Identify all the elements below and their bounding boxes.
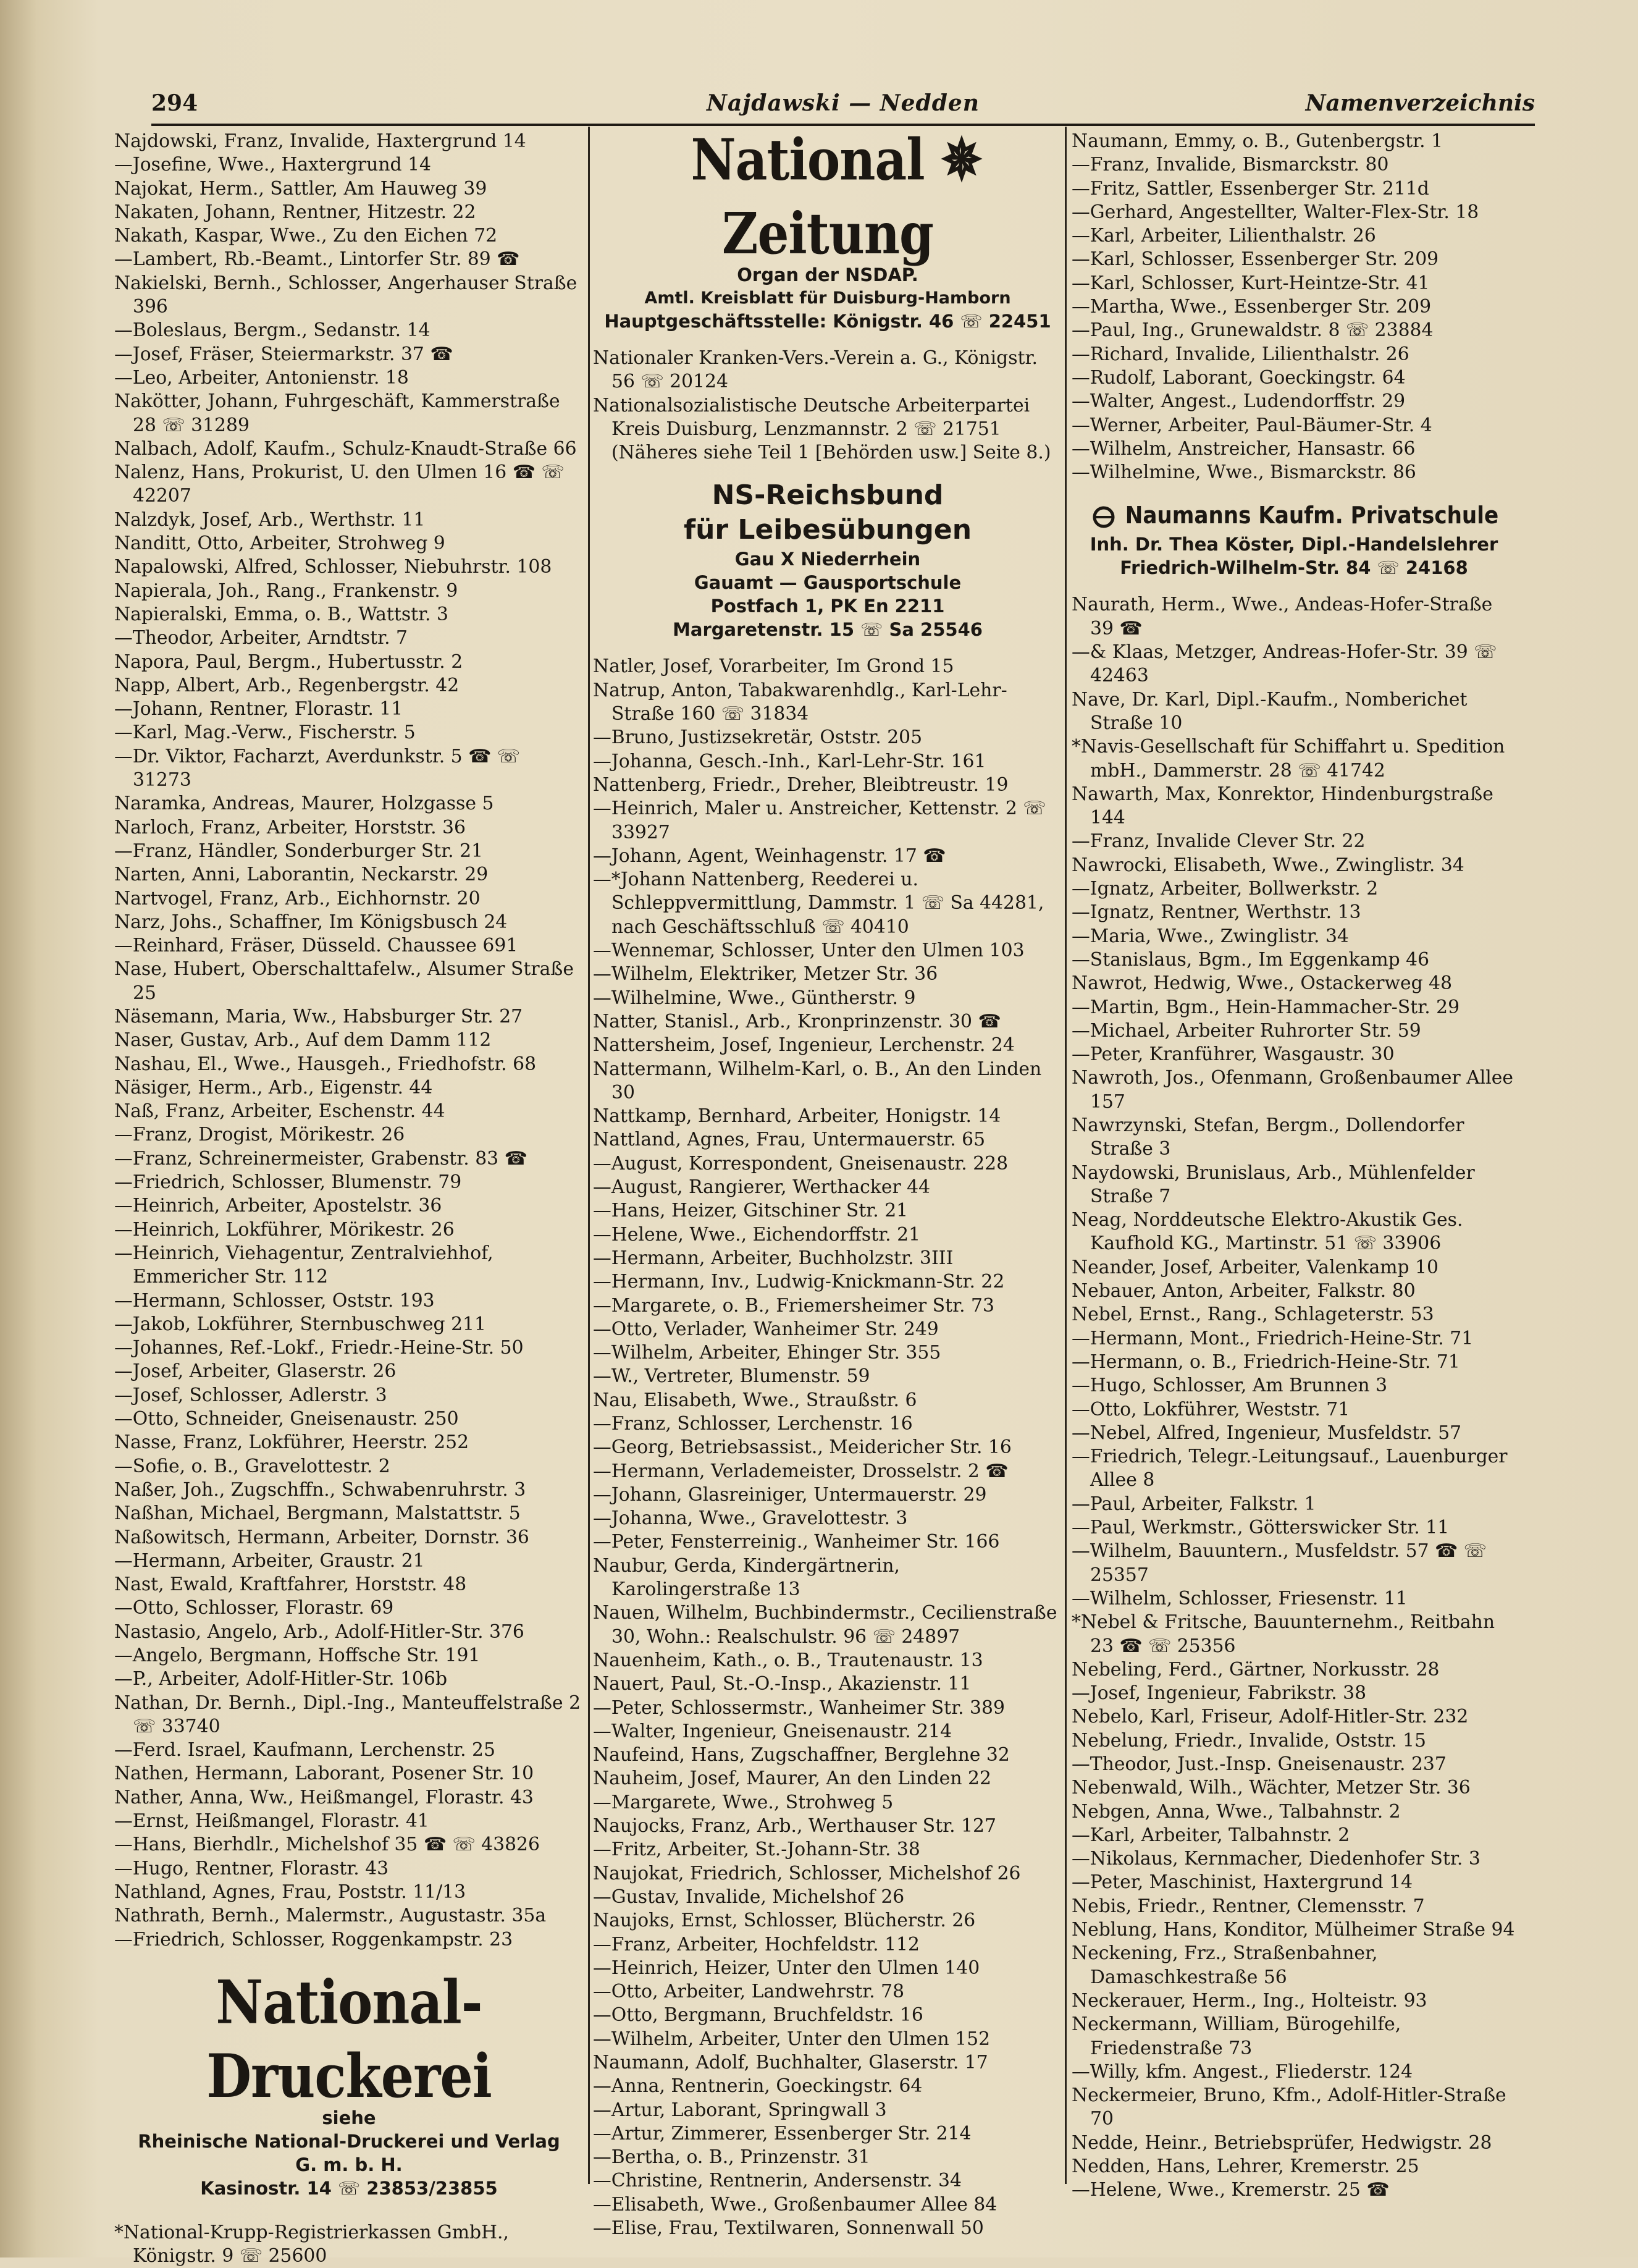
- entry-list: [114, 130, 584, 1952]
- directory-entry: —Johanna, Gesch.-Inh., Karl-Lehr-Str. 161: [593, 750, 986, 772]
- directory-entry: —Artur, Zimmerer, Essenberger Str. 214: [593, 2122, 972, 2144]
- directory-entry: —Johann, Rentner, Florastr. 11: [114, 698, 403, 720]
- column-divider: [588, 127, 590, 2184]
- directory-entry: Nakath, Kaspar, Wwe., Zu den Eichen 72: [114, 225, 498, 247]
- directory-entry: Napierala, Joh., Rang., Frankenstr. 9: [114, 580, 458, 602]
- directory-entry: Napalowski, Alfred, Schlosser, Niebuhrstr. 108: [114, 556, 552, 578]
- directory-entry: Nauen, Wilhelm, Buchbindermstr., Cecilienstraße 30, Wohn.: Realschulstr. 96 ☏ 24897: [593, 1602, 1057, 1648]
- directory-entry: —Paul, Ing., Grunewaldstr. 8 ☏ 23884: [1072, 319, 1434, 342]
- directory-entry: —Franz, Invalide, Bismarckstr. 80: [1072, 154, 1389, 176]
- directory-entry: Natrup, Anton, Tabakwarenhdlg., Karl-Lehr-Straße 160 ☏ 31834: [593, 679, 1007, 725]
- directory-entry: —Otto, Schlosser, Florastr. 69: [114, 1597, 394, 1619]
- directory-entry: Napp, Albert, Arb., Regenbergstr. 42: [114, 674, 460, 696]
- directory-entry: —Boleslaus, Bergm., Sedanstr. 14: [114, 319, 430, 342]
- reichsbund-ad-line: Gau X Niederrhein: [734, 549, 921, 570]
- directory-entry: —Anna, Rentnerin, Goeckingstr. 64: [593, 2075, 923, 2097]
- directory-entry: —Wilhelm, Arbeiter, Ehinger Str. 355: [593, 1342, 941, 1364]
- directory-entry: Nebis, Friedr., Rentner, Clemensstr. 7: [1072, 1895, 1425, 1917]
- directory-entry: —Karl, Mag.-Verw., Fischerstr. 5: [114, 722, 416, 744]
- directory-entry: Nalbach, Adolf, Kaufm., Schulz-Knaudt-Straße 66: [114, 437, 577, 460]
- directory-entry: —Otto, Lokführer, Weststr. 71: [1072, 1398, 1350, 1420]
- directory-entry: —Hermann, Arbeiter, Graustr. 21: [114, 1549, 425, 1572]
- directory-entry: —Heinrich, Maler u. Anstreicher, Kettenstr. 2 ☏ 33927: [593, 798, 1046, 843]
- directory-entry: —Johann, Agent, Weinhagenstr. 17 ☎: [593, 845, 946, 867]
- directory-entry: —Josef, Ingenieur, Fabrikstr. 38: [1072, 1682, 1367, 1705]
- directory-entry: Nastasio, Angelo, Arb., Adolf-Hitler-Str. 376: [114, 1621, 524, 1643]
- school-ad: [1072, 498, 1516, 580]
- entry-list: [1072, 593, 1516, 2202]
- directory-entry: —Margarete, o. B., Friemersheimer Str. 73: [593, 1294, 994, 1317]
- reichsbund-ad-title: für Leibesübungen: [683, 514, 972, 546]
- zeitung-ad-title: [593, 122, 1062, 270]
- zeitung-ad-line: Organ der NSDAP.: [737, 264, 918, 285]
- directory-entry: —Wilhelm, Bauuntern., Musfeldstr. 57 ☎ ☏ 25357: [1072, 1540, 1487, 1586]
- directory-entry: Naß, Franz, Arbeiter, Eschenstr. 44: [114, 1100, 445, 1123]
- zeitung-ad-line: Amtl. Kreisblatt für Duisburg-Hamborn: [644, 289, 1011, 308]
- directory-entry: Nebgen, Anna, Wwe., Talbahnstr. 2: [1072, 1800, 1401, 1823]
- directory-entry: Nartvogel, Franz, Arb., Eichhornstr. 20: [114, 887, 481, 909]
- directory-entry: Narten, Anni, Laborantin, Neckarstr. 29: [114, 864, 489, 886]
- directory-entry: Naßer, Joh., Zugschffn., Schwabenruhrstr. 3: [114, 1478, 526, 1501]
- directory-entry: Neckermann, William, Bürogehilfe, Friedenstraße 73: [1072, 2013, 1401, 2059]
- directory-entry: —Franz, Schreinermeister, Grabenstr. 83 ☎: [114, 1147, 527, 1170]
- directory-entry: Neckening, Frz., Straßenbahner, Damaschkestraße 56: [1072, 1942, 1378, 1988]
- directory-entry: —Rudolf, Laborant, Goeckingstr. 64: [1072, 366, 1406, 389]
- directory-entry: Nathen, Hermann, Laborant, Posener Str. 10: [114, 1763, 534, 1785]
- directory-entry: Nather, Anna, Ww., Heißmangel, Florastr. 43: [114, 1786, 534, 1808]
- directory-entry: —Hermann, Mont., Friedrich-Heine-Str. 71: [1072, 1327, 1474, 1349]
- directory-entry: —Elise, Frau, Textilwaren, Sonnenwall 50: [593, 2217, 984, 2240]
- directory-entry: Nebel, Ernst., Rang., Schlageterstr. 53: [1072, 1304, 1434, 1326]
- directory-entry: —Ernst, Heißmangel, Florastr. 41: [114, 1810, 429, 1832]
- entry-list: [593, 347, 1062, 465]
- directory-entry: —Paul, Werkmstr., Götterswicker Str. 11: [1072, 1517, 1450, 1539]
- directory-entry: —Nebel, Alfred, Ingenieur, Musfeldstr. 57: [1072, 1422, 1462, 1444]
- directory-entry: Napora, Paul, Bergm., Hubertusstr. 2: [114, 651, 463, 673]
- directory-entry: —Martin, Bgm., Hein-Hammacher-Str. 29: [1072, 996, 1460, 1018]
- directory-entry: —P., Arbeiter, Adolf-Hitler-Str. 106b: [114, 1668, 448, 1690]
- directory-entry: —Franz, Invalide Clever Str. 22: [1072, 830, 1366, 853]
- directory-entry: Nattenberg, Friedr., Dreher, Bleibtreustr. 19: [593, 774, 1009, 796]
- directory-entry: Naydowski, Brunislaus, Arb., Mühlenfelder Straße 7: [1072, 1161, 1475, 1207]
- directory-entry: —Johanna, Wwe., Gravelottestr. 3: [593, 1507, 908, 1530]
- directory-entry: Nedde, Heinr., Betriebsprüfer, Hedwigstr. 28: [1072, 2131, 1492, 2154]
- directory-entry: —Josef, Fräser, Steiermarkstr. 37 ☎: [114, 343, 453, 365]
- directory-entry: —Bertha, o. B., Prinzenstr. 31: [593, 2146, 870, 2169]
- directory-entry: —Karl, Arbeiter, Talbahnstr. 2: [1072, 1824, 1350, 1846]
- directory-entry: Neblung, Hans, Konditor, Mülheimer Straße 94: [1072, 1919, 1515, 1941]
- column-2: [593, 126, 1062, 2240]
- directory-entry: Nalzdyk, Josef, Arb., Werthstr. 11: [114, 508, 426, 531]
- directory-entry: —Lambert, Rb.-Beamt., Lintorfer Str. 89 ☎: [114, 248, 520, 271]
- directory-entry: Natter, Stanisl., Arb., Kronprinzenstr. 30 ☎: [593, 1010, 1001, 1032]
- directory-entry: —Walter, Ingenieur, Gneisenaustr. 214: [593, 1720, 952, 1742]
- directory-entry: —Theodor, Arbeiter, Arndtstr. 7: [114, 627, 408, 649]
- zeitung-title-left: National: [691, 126, 925, 193]
- directory-entry: Naumann, Adolf, Buchhalter, Glaserstr. 17: [593, 2052, 988, 2073]
- directory-entry: Najokat, Herm., Sattler, Am Hauweg 39: [114, 177, 487, 200]
- directory-entry: Natler, Josef, Vorarbeiter, Im Grond 15: [593, 656, 954, 678]
- directory-entry: —Christine, Rentnerin, Andersenstr. 34: [593, 2170, 962, 2192]
- directory-entry: *National-Krupp-Registrierkassen GmbH., Königstr. 9 ☏ 25600: [114, 2221, 509, 2267]
- directory-entry: —Theodor, Just.-Insp. Gneisenaustr. 237: [1072, 1753, 1447, 1775]
- druckerei-ad-line: Rheinische National-Druckerei und Verlag: [138, 2130, 560, 2152]
- directory-entry: —Heinrich, Lokführer, Mörikestr. 26: [114, 1218, 455, 1241]
- directory-entry: Nathland, Agnes, Frau, Poststr. 11/13: [114, 1881, 466, 1903]
- directory-entry: Nebenwald, Wilh., Wächter, Metzer Str. 36: [1072, 1777, 1471, 1799]
- directory-entry: —*Johann Nattenberg, Reederei u. Schleppvermittlung, Dammstr. 1 ☏ Sa 44281, nach Geschäftsschluß ☏ 40410: [593, 869, 1044, 938]
- directory-entry: —Hermann, o. B., Friedrich-Heine-Str. 71: [1072, 1351, 1460, 1373]
- directory-entry: —Bruno, Justizsekretär, Oststr. 205: [593, 727, 923, 749]
- directory-entry: —Fritz, Sattler, Essenberger Str. 211d: [1072, 177, 1429, 200]
- directory-entry: Nakötter, Johann, Fuhrgeschäft, Kammerstraße 28 ☏ 31289: [114, 390, 560, 436]
- directory-entry: —Sofie, o. B., Gravelottestr. 2: [114, 1455, 390, 1477]
- directory-entry: —Johannes, Ref.-Lokf., Friedr.-Heine-Str. 50: [114, 1337, 524, 1359]
- directory-entry: —Wilhelm, Schlosser, Friesenstr. 11: [1072, 1587, 1408, 1609]
- section-title: Namenverzeichnis: [1305, 90, 1535, 116]
- directory-entry: —Elisabeth, Wwe., Großenbaumer Allee 84: [593, 2193, 998, 2215]
- directory-entry: —Paul, Arbeiter, Falkstr. 1: [1072, 1493, 1316, 1515]
- druckerei-ad: [114, 1967, 584, 2200]
- directory-entry: —Friedrich, Schlosser, Roggenkampstr. 23: [114, 1928, 513, 1950]
- reichsbund-ad-line: Gauamt — Gausportschule: [694, 572, 962, 594]
- directory-entry: Naufeind, Hans, Zugschaffner, Berglehne 32: [593, 1744, 1010, 1766]
- directory-entry: Nau, Elisabeth, Wwe., Straußstr. 6: [593, 1389, 917, 1411]
- directory-entry: —Margarete, Wwe., Strohweg 5: [593, 1791, 894, 1813]
- directory-entry: —W., Vertreter, Blumenstr. 59: [593, 1365, 870, 1388]
- directory-entry: Naumann, Emmy, o. B., Gutenbergstr. 1: [1072, 130, 1443, 152]
- directory-entry: Nebelo, Karl, Friseur, Adolf-Hitler-Str. 232: [1072, 1706, 1469, 1728]
- page-header: [151, 85, 1535, 126]
- druckerei-ad-line: G. m. b. H.: [295, 2154, 403, 2175]
- zeitung-ad: [593, 126, 1062, 333]
- druckerei-ad-line: siehe: [322, 2107, 376, 2128]
- directory-entry: —Gerhard, Angestellter, Walter-Flex-Str. 18: [1072, 201, 1479, 223]
- directory-entry: —Hermann, Schlosser, Oststr. 193: [114, 1289, 435, 1312]
- directory-entry: Nawarth, Max, Konrektor, Hindenburgstraße 144: [1072, 783, 1493, 829]
- directory-entry: Nationalsozialistische Deutsche Arbeiterpartei Kreis Duisburg, Lenzmannstr. 2 ☏ 21751 (Näheres siehe Teil 1 [Behörden usw.] Seite 8.): [593, 394, 1051, 464]
- directory-entry: —Gustav, Invalide, Michelshof 26: [593, 1886, 905, 1908]
- entry-list: [114, 2221, 584, 2268]
- column-3: [1072, 130, 1516, 2230]
- directory-entry: —Ignatz, Arbeiter, Bollwerkstr. 2: [1072, 878, 1379, 900]
- directory-entry: Najdowski, Franz, Invalide, Haxtergrund 14: [114, 130, 526, 152]
- directory-entry: —Franz, Händler, Sonderburger Str. 21: [114, 840, 484, 862]
- directory-entry: Naßhan, Michael, Bergmann, Malstattstr. 5: [114, 1503, 521, 1525]
- directory-entry: —Nikolaus, Kernmacher, Diedenhofer Str. 3: [1072, 1848, 1480, 1870]
- directory-entry: —Franz, Arbeiter, Hochfeldstr. 112: [593, 1933, 920, 1955]
- directory-entry: —Peter, Maschinist, Haxtergrund 14: [1072, 1871, 1413, 1894]
- reichsbund-ad: [593, 478, 1062, 641]
- directory-entry: —Artur, Laborant, Springwall 3: [593, 2099, 887, 2121]
- directory-entry: —Hugo, Rentner, Florastr. 43: [114, 1857, 389, 1879]
- zeitung-title-right: Zeitung: [722, 200, 933, 267]
- directory-entry: Nast, Ewald, Kraftfahrer, Horststr. 48: [114, 1574, 467, 1596]
- directory-entry: Nebelung, Friedr., Invalide, Oststr. 15: [1072, 1729, 1426, 1752]
- directory-entry: *Navis-Gesellschaft für Schiffahrt u. Spedition mbH., Dammerstr. 28 ☏ 41742: [1072, 736, 1505, 782]
- directory-entry: Naser, Gustav, Arb., Auf dem Damm 112: [114, 1029, 492, 1052]
- directory-entry: —Hugo, Schlosser, Am Brunnen 3: [1072, 1375, 1388, 1397]
- directory-entry: —Werner, Arbeiter, Paul-Bäumer-Str. 4: [1072, 414, 1432, 436]
- directory-entry: Nawrzynski, Stefan, Bergm., Dollendorfer Straße 3: [1072, 1114, 1464, 1160]
- druckerei-ad-title: National-Druckerei: [206, 1967, 492, 2112]
- directory-entry: Näsemann, Maria, Ww., Habsburger Str. 27: [114, 1005, 523, 1027]
- directory-entry: —August, Rangierer, Werthacker 44: [593, 1176, 931, 1199]
- directory-entry: Nakielski, Bernh., Schlosser, Angerhauser Straße 396: [114, 272, 578, 318]
- directory-entry: Nattermann, Wilhelm-Karl, o. B., An den Linden 30: [593, 1058, 1042, 1103]
- directory-entry: —August, Korrespondent, Gneisenaustr. 228: [593, 1152, 1009, 1174]
- directory-entry: Nawrocki, Elisabeth, Wwe., Zwinglistr. 34: [1072, 854, 1464, 876]
- directory-entry: —Richard, Invalide, Lilienthalstr. 26: [1072, 343, 1409, 365]
- directory-entry: Nathrath, Bernh., Malermstr., Augustastr. 35a: [114, 1905, 547, 1927]
- directory-entry: —Leo, Arbeiter, Antonienstr. 18: [114, 366, 409, 389]
- directory-entry: Napieralski, Emma, o. B., Wattstr. 3: [114, 603, 448, 625]
- directory-entry: Nashau, El., Wwe., Hausgeh., Friedhofstr. 68: [114, 1053, 537, 1075]
- directory-entry: Neckermeier, Bruno, Kfm., Adolf-Hitler-Straße 70: [1072, 2085, 1506, 2130]
- directory-entry: —Josef, Arbeiter, Glaserstr. 26: [114, 1360, 397, 1383]
- directory-entry: Nalenz, Hans, Prokurist, U. den Ulmen 16 ☎ ☏ 42207: [114, 462, 565, 507]
- directory-entry: —Peter, Fensterreinig., Wanheimer Str. 166: [593, 1531, 1000, 1553]
- school-ad-line: Inh. Dr. Thea Köster, Dipl.-Handelslehrer: [1090, 534, 1498, 555]
- directory-entry: —Otto, Schneider, Gneisenaustr. 250: [114, 1408, 459, 1430]
- directory-entry: —Peter, Schlossermstr., Wanheimer Str. 389: [593, 1697, 1005, 1719]
- directory-entry: —Michael, Arbeiter Ruhrorter Str. 59: [1072, 1019, 1421, 1042]
- directory-entry: —Karl, Arbeiter, Lilienthalstr. 26: [1072, 225, 1376, 247]
- directory-entry: Nasse, Franz, Lokführer, Heerstr. 252: [114, 1431, 469, 1454]
- directory-entry: —Wilhelm, Anstreicher, Hansastr. 66: [1072, 437, 1416, 460]
- directory-entry: Nattland, Agnes, Frau, Untermauerstr. 65: [593, 1129, 986, 1151]
- directory-entry: Nattkamp, Bernhard, Arbeiter, Honigstr. 14: [593, 1105, 1001, 1128]
- directory-entry: —Walter, Angest., Ludendorffstr. 29: [1072, 390, 1406, 413]
- directory-entry: Nawrot, Hedwig, Wwe., Ostackerweg 48: [1072, 972, 1453, 995]
- directory-entry: —Helene, Wwe., Eichendorffstr. 21: [593, 1223, 921, 1246]
- directory-entry: —Otto, Arbeiter, Landwehrstr. 78: [593, 1981, 905, 2003]
- directory-entry: Naujoks, Ernst, Schlosser, Blücherstr. 26: [593, 1910, 976, 1932]
- directory-entry: Nauheim, Josef, Maurer, An den Linden 22: [593, 1768, 991, 1790]
- directory-entry: —Karl, Schlosser, Kurt-Heintze-Str. 41: [1072, 272, 1430, 294]
- directory-entry: —Dr. Viktor, Facharzt, Averdunkstr. 5 ☎ ☏ 31273: [114, 745, 520, 791]
- directory-entry: —Hermann, Arbeiter, Buchholzstr. 3III: [593, 1247, 954, 1269]
- directory-entry: —Fritz, Arbeiter, St.-Johann-Str. 38: [593, 1839, 920, 1861]
- directory-entry: —Friedrich, Telegr.-Leitungsauf., Lauenburger Allee 8: [1072, 1446, 1508, 1491]
- directory-entry: Narz, Johs., Schaffner, Im Königsbusch 24: [114, 911, 508, 933]
- directory-entry: Nebeling, Ferd., Gärtner, Norkusstr. 28: [1072, 1658, 1440, 1680]
- directory-entry: —Friedrich, Schlosser, Blumenstr. 79: [114, 1171, 462, 1194]
- school-ad-title: [1072, 498, 1516, 533]
- directory-entry: —Peter, Kranführer, Wasgaustr. 30: [1072, 1043, 1395, 1066]
- eagle-emblem-icon: ✵: [941, 126, 982, 193]
- reichsbund-ad-title: NS-Reichsbund: [712, 479, 944, 512]
- directory-entry: Narloch, Franz, Arbeiter, Horststr. 36: [114, 816, 466, 838]
- directory-entry: —Heinrich, Arbeiter, Apostelstr. 36: [114, 1195, 442, 1217]
- page-number: 294: [151, 90, 198, 116]
- directory-entry: —Wilhelm, Arbeiter, Unter den Ulmen 152: [593, 2028, 991, 2050]
- directory-entry: —Martha, Wwe., Essenberger Str. 209: [1072, 296, 1432, 318]
- directory-entry: *Nebel & Fritsche, Bauunternehm., Reitbahn 23 ☎ ☏ 25356: [1072, 1611, 1495, 1657]
- reichsbund-ad-line: Margaretenstr. 15 ☏ Sa 25546: [673, 619, 983, 641]
- directory-entry: —Wilhelmine, Wwe., Bismarckstr. 86: [1072, 462, 1416, 484]
- directory-entry: —Heinrich, Viehagentur, Zentralviehhof, Emmericher Str. 112: [114, 1242, 494, 1288]
- column-divider: [1065, 127, 1067, 2184]
- entry-list: [1072, 130, 1516, 484]
- column-1: [114, 130, 584, 2267]
- directory-entry: Nawroth, Jos., Ofenmann, Großenbaumer Allee 157: [1072, 1067, 1514, 1113]
- zeitung-ad-line: Hauptgeschäftsstelle: Königstr. 46 ☏ 22451: [604, 311, 1051, 332]
- school-emblem-icon: [1090, 505, 1118, 529]
- directory-entry: —Hermann, Verlademeister, Drosselstr. 2 ☎: [593, 1460, 1009, 1482]
- directory-entry: Nase, Hubert, Oberschalttafelw., Alsumer Straße 25: [114, 958, 574, 1004]
- directory-entry: Nandi̇tt, Otto, Arbeiter, Strohweg 9: [114, 533, 445, 555]
- directory-entry: —Willy, kfm. Angest., Fliederstr. 124: [1072, 2060, 1413, 2083]
- directory-entry: —Wennemar, Schlosser, Unter den Ulmen 103: [593, 940, 1025, 962]
- directory-entry: —Heinrich, Heizer, Unter den Ulmen 140: [593, 1957, 980, 1979]
- directory-entry: —Otto, Bergmann, Bruchfeldstr. 16: [593, 2004, 923, 2026]
- directory-entry: —Reinhard, Fräser, Düsseld. Chaussee 691: [114, 935, 518, 957]
- directory-entry: —Wilhelm, Elektriker, Metzer Str. 36: [593, 963, 938, 985]
- directory-entry: —Stanislaus, Bgm., Im Eggenkamp 46: [1072, 948, 1430, 971]
- school-ad-line: Friedrich-Wilhelm-Str. 84 ☏ 24168: [1120, 557, 1468, 579]
- directory-entry: Naßowitsch, Hermann, Arbeiter, Dornstr. 36: [114, 1526, 529, 1548]
- directory-entry: —Hans, Bierhdlr., Michelshof 35 ☎ ☏ 43826: [114, 1834, 540, 1856]
- directory-entry: Nakaten, Johann, Rentner, Hitzestr. 22: [114, 201, 476, 223]
- school-ad-title-text: Naumanns Kaufm. Privatschule: [1125, 502, 1499, 529]
- directory-entry: Nebauer, Anton, Arbeiter, Falkstr. 80: [1072, 1280, 1416, 1302]
- directory-entry: Naujokat, Friedrich, Schlosser, Michelshof 26: [593, 1862, 1021, 1884]
- directory-entry: —Maria, Wwe., Zwinglistr. 34: [1072, 925, 1349, 947]
- directory-entry: —Angelo, Bergmann, Hoffsche Str. 191: [114, 1645, 481, 1666]
- running-title: Najdawski — Nedden: [707, 90, 980, 116]
- directory-entry: Nattersheim, Josef, Ingenieur, Lerchenstr. 24: [593, 1034, 1015, 1056]
- directory-entry: Nauert, Paul, St.-O.-Insp., Akazienstr. 11: [593, 1673, 972, 1695]
- directory-entry: Neander, Josef, Arbeiter, Valenkamp 10: [1072, 1256, 1438, 1278]
- entry-list: [593, 655, 1062, 2240]
- directory-entry: Naujocks, Franz, Arb., Werthauser Str. 127: [593, 1815, 996, 1837]
- directory-entry: —Helene, Wwe., Kremerstr. 25 ☎: [1072, 2179, 1390, 2201]
- directory-entry: —Georg, Betriebsassist., Meidericher Str. 16: [593, 1436, 1012, 1459]
- directory-entry: —Josef, Schlosser, Adlerstr. 3: [114, 1384, 387, 1406]
- reichsbund-ad-line: Postfach 1, PK En 2211: [710, 596, 945, 617]
- directory-entry: Nave, Dr. Karl, Dipl.-Kaufm., Nomberichet Straße 10: [1072, 688, 1468, 734]
- druckerei-ad-line: Kasinostr. 14 ☏ 23853/23855: [200, 2177, 498, 2199]
- directory-entry: —Wilhelmine, Wwe., Güntherstr. 9: [593, 987, 916, 1009]
- directory-entry: Nathan, Dr. Bernh., Dipl.-Ing., Manteuffelstraße 2 ☏ 33740: [114, 1692, 581, 1737]
- directory-entry: —Franz, Drogist, Mörikestr. 26: [114, 1124, 405, 1146]
- directory-entry: Neckerauer, Herm., Ing., Holteistr. 93: [1072, 1989, 1427, 2012]
- directory-entry: Naurath, Herm., Wwe., Andeas-Hofer-Straße 39 ☎: [1072, 594, 1493, 639]
- directory-entry: —Hans, Heizer, Gitschiner Str. 21: [593, 1200, 909, 1222]
- directory-entry: Nauenheim, Kath., o. B., Trautenaustr. 13: [593, 1649, 983, 1671]
- directory-entry: Naramka, Andreas, Maurer, Holzgasse 5: [114, 793, 494, 815]
- directory-entry: —Otto, Verlader, Wanheimer Str. 249: [593, 1318, 939, 1340]
- directory-entry: Nedden, Hans, Lehrer, Kremerstr. 25: [1072, 2156, 1419, 2178]
- directory-entry: Neag, Norddeutsche Elektro-Akustik Ges. Kaufhold KG., Martinstr. 51 ☏ 33906: [1072, 1209, 1463, 1255]
- directory-entry: Nationaler Kranken-Vers.-Verein a. G., Königstr. 56 ☏ 20124: [593, 347, 1038, 393]
- directory-entry: —Karl, Schlosser, Essenberger Str. 209: [1072, 248, 1439, 271]
- directory-entry: —Ferd. Israel, Kaufmann, Lerchenstr. 25: [114, 1739, 495, 1761]
- directory-entry: —Johann, Glasreiniger, Untermauerstr. 29: [593, 1483, 987, 1506]
- directory-entry: —& Klaas, Metzger, Andreas-Hofer-Str. 39 ☏ 42463: [1072, 641, 1497, 687]
- directory-entry: —Ignatz, Rentner, Werthstr. 13: [1072, 901, 1361, 924]
- directory-entry: Näsiger, Herm., Arb., Eigenstr. 44: [114, 1076, 433, 1098]
- directory-entry: Naubur, Gerda, Kindergärtnerin, Karolingerstraße 13: [593, 1554, 900, 1601]
- directory-entry: —Josefine, Wwe., Haxtergrund 14: [114, 154, 431, 176]
- directory-entry: —Jakob, Lokführer, Sternbuschweg 211: [114, 1313, 486, 1335]
- directory-entry: —Hermann, Inv., Ludwig-Knickmann-Str. 22: [593, 1271, 1005, 1293]
- directory-entry: —Franz, Schlosser, Lerchenstr. 16: [593, 1412, 913, 1435]
